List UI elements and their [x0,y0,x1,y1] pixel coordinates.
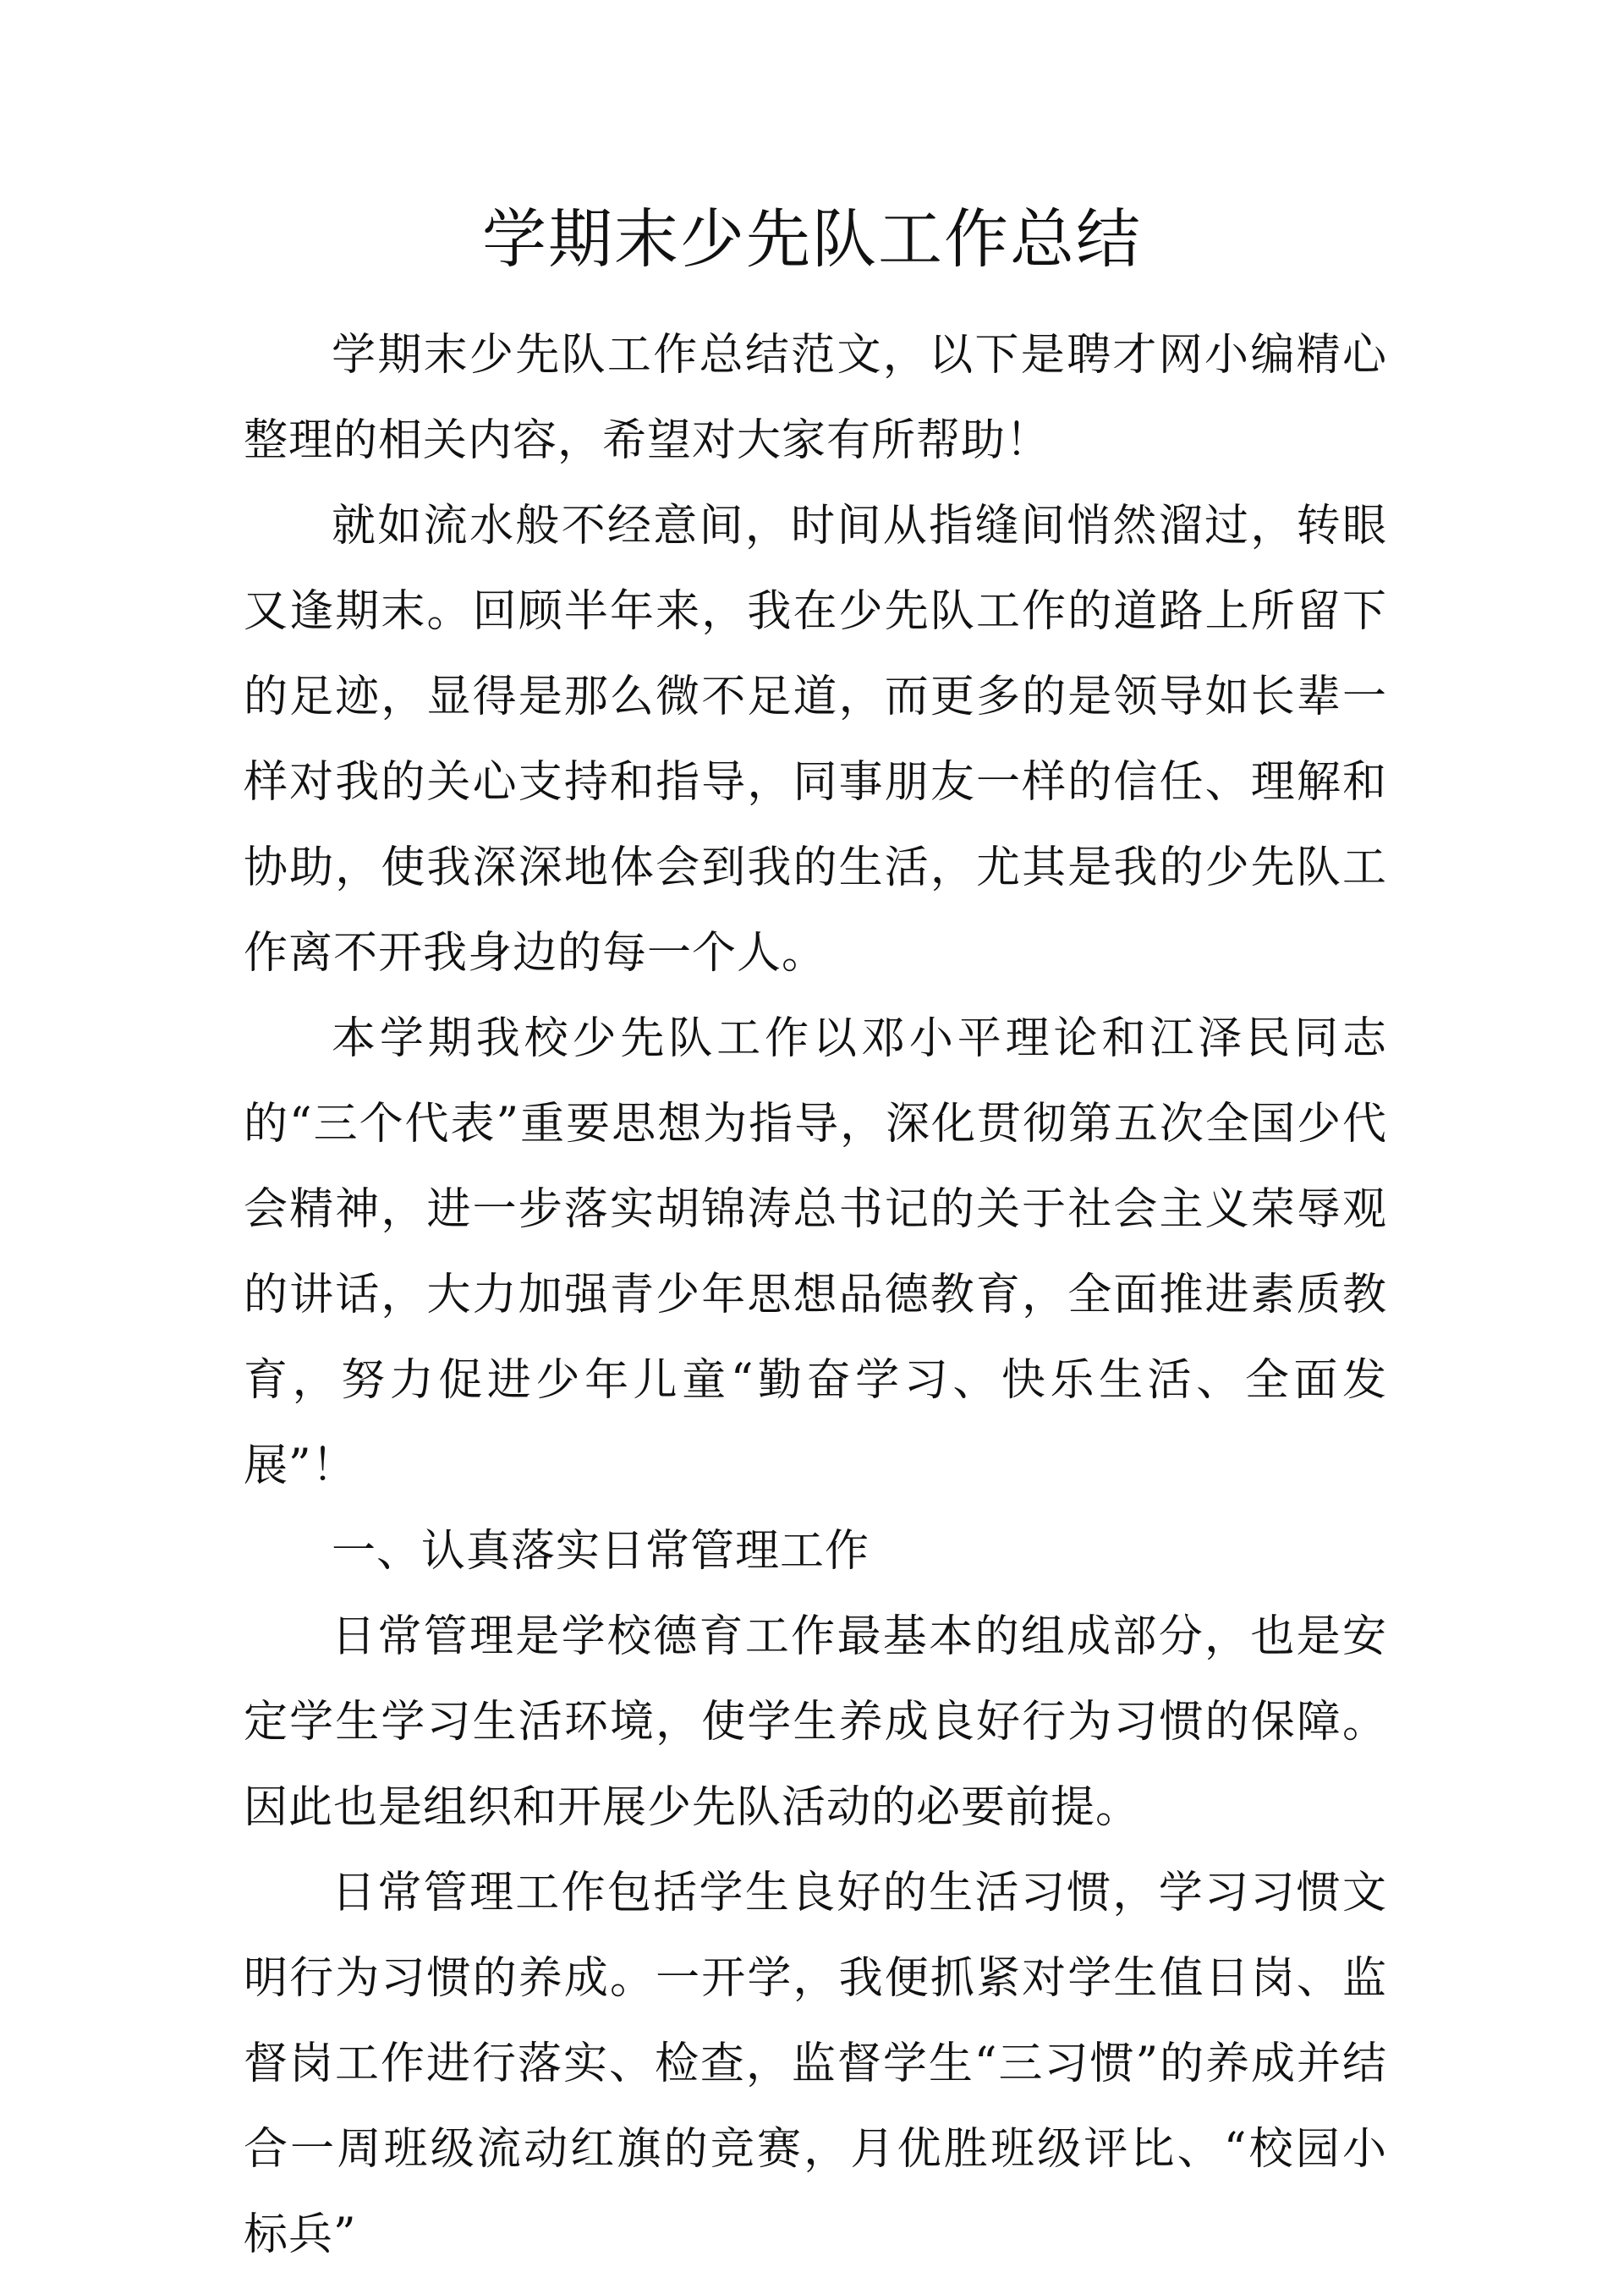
section-heading-daily-management: 一、认真落实日常管理工作 [332,1526,870,1577]
paragraph-habits: 日常管理工作包括学生良好的生活习惯，学习习惯文明行为习惯的养成。一开学，我便抓紧对学生值日岗、监督岗工作进行落实、检查，监督学生“三习惯”的养成并结合一周班级流动红旗的竞赛，月优胜班级评比、“校园小标兵” [244,1868,1387,2260]
paragraph-intro: 学期末少先队工作总结范文，以下是聘才网小编精心整理的相关内容，希望对大家有所帮助！ [244,330,1387,466]
paragraph-reflection: 就如流水般不经意间，时间从指缝间悄然溜过，转眼又逢期末。回顾半年来，我在少先队工作的道路上所留下的足迹，显得是那么微不足道，而更多的是领导如长辈一样对我的关心支持和指导，同事朋友一样的信任、理解和协助，使我深深地体会到我的生活，尤其是我的少先队工作离不开我身边的每一个人。 [244,501,1387,979]
paragraph-guiding-principles: 本学期我校少先队工作以邓小平理论和江泽民同志的“三个代表”重要思想为指导，深化贯彻第五次全国少代会精神，进一步落实胡锦涛总书记的关于社会主义荣辱观的讲话，大力加强青少年思想品德教育，全面推进素质教育，努力促进少年儿童“勤奋学习、快乐生活、全面发展”！ [244,1013,1387,1491]
document-body [244,313,1387,2278]
document-title: 学期末少先队工作总结 [482,201,1142,277]
paragraph-daily-management: 日常管理是学校德育工作最基本的组成部分，也是安定学生学习生活环境，使学生养成良好行为习惯的保障。因此也是组织和开展少先队活动的必要前提。 [244,1611,1387,1833]
